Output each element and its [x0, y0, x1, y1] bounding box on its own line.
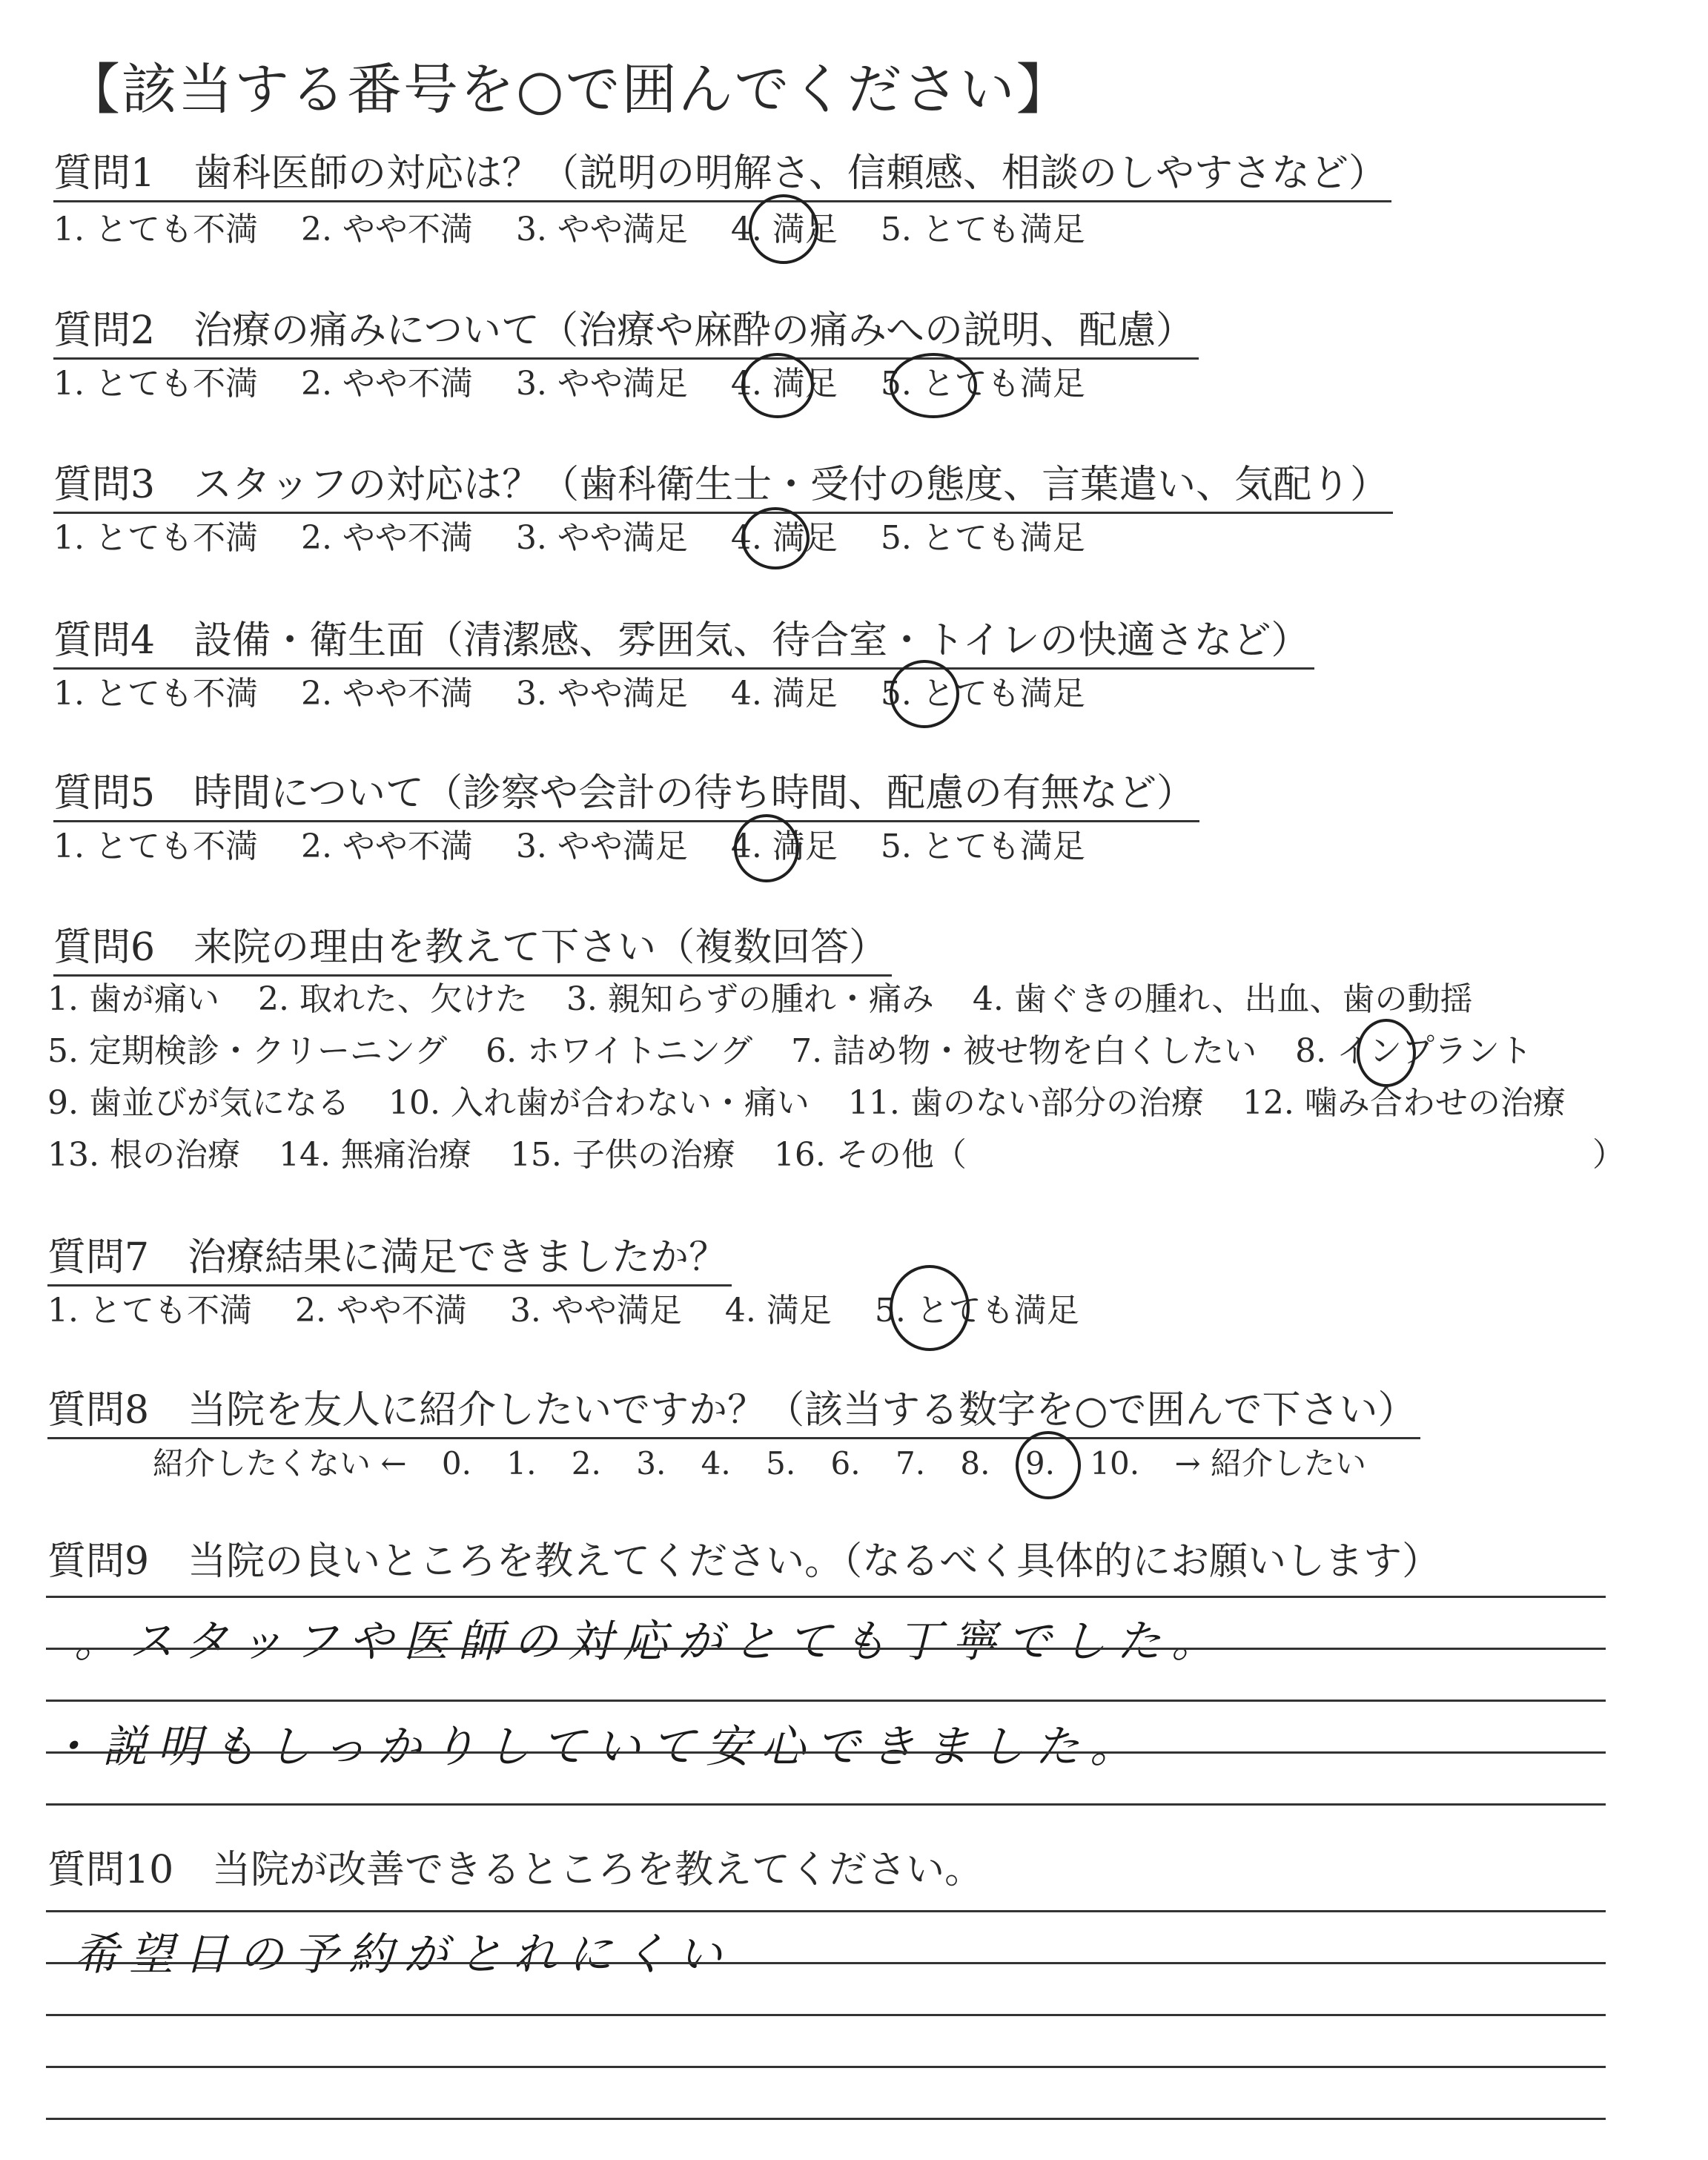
answer-circle-mark: [741, 353, 814, 418]
scale-1[interactable]: 1.: [506, 1445, 537, 1482]
option-2[interactable]: 2. 取れた、欠けた: [257, 980, 528, 1018]
option-10[interactable]: 10. 入れ歯が合わない・痛い: [388, 1084, 810, 1122]
question-3-title: 質問3 スタッフの対応は？（歯科衛生士・受付の態度、言葉遣い、気配り）: [53, 458, 1393, 514]
option-13[interactable]: 13. 根の治療: [47, 1136, 240, 1174]
answer-circle-mark: [890, 660, 959, 728]
answer-circle-mark: [1016, 1431, 1081, 1499]
question-6-row-4: [47, 1133, 995, 1178]
answer-circle-mark: [741, 507, 810, 569]
question-3-options: [53, 516, 1118, 561]
option-16[interactable]: 16. その他（: [773, 1136, 967, 1174]
option-12[interactable]: 12. 噛み合わせの治療: [1242, 1084, 1566, 1122]
answer-line: [46, 1700, 1606, 1702]
scale-right-label: → 紹介したい: [1174, 1445, 1366, 1482]
option-5[interactable]: 5. とても満足: [880, 211, 1085, 248]
option-1[interactable]: 1. とても不満: [53, 675, 258, 713]
option-2[interactable]: 2. やや不満: [300, 365, 473, 403]
answer-line: [46, 1596, 1606, 1598]
question-9-title: 質問9 当院の良いところを教えてください。（なるべく具体的にお願いします）: [47, 1539, 1441, 1584]
option-6[interactable]: 6. ホワイトニング: [486, 1032, 753, 1070]
option-2[interactable]: 2. やや不満: [300, 519, 473, 557]
scale-3[interactable]: 3.: [636, 1445, 666, 1482]
instruction-heading: 【該当する番号を○で囲んでください】: [65, 58, 1073, 122]
option-2[interactable]: 2. やや不満: [294, 1292, 467, 1330]
option-2[interactable]: 2. やや不満: [300, 675, 473, 713]
scale-5[interactable]: 5.: [766, 1445, 796, 1482]
answer-circle-mark: [734, 814, 799, 882]
option-3[interactable]: 3. 親知らずの腫れ・痛み: [566, 980, 934, 1018]
scale-6[interactable]: 6.: [830, 1445, 861, 1482]
answer-circle-mark: [749, 194, 818, 264]
option-1[interactable]: 1. 歯が痛い: [47, 980, 219, 1018]
option-3[interactable]: 3. やや満足: [509, 1292, 682, 1330]
answer-line: [46, 1910, 1606, 1912]
option-15[interactable]: 15. 子供の治療: [509, 1136, 735, 1174]
option-4[interactable]: 4. 満足: [730, 365, 838, 403]
question-2-title: 質問2 治療の痛みについて（治療や麻酔の痛みへの説明、配慮）: [53, 304, 1199, 360]
option-3[interactable]: 3. やや満足: [515, 211, 688, 248]
question-1-title: 質問1 歯科医師の対応は？（説明の明解さ、信頼感、相談のしやすさなど）: [53, 147, 1391, 202]
question-7-title: 質問7 治療結果に満足できましたか？: [47, 1231, 732, 1287]
option-4[interactable]: 4. 満足: [730, 828, 838, 865]
option-5[interactable]: 5. とても満足: [880, 675, 1085, 713]
option-5[interactable]: 5. とても満足: [874, 1292, 1079, 1330]
option-2[interactable]: 2. やや不満: [300, 828, 473, 865]
option-4[interactable]: 4. 満足: [730, 519, 838, 557]
option-5[interactable]: 5. とても満足: [880, 365, 1085, 403]
other-close-paren: ）: [1592, 1136, 1625, 1174]
handwritten-answer[interactable]: 。スタッフや医師の対応がとても丁寧でした。: [74, 1616, 1226, 1668]
option-4[interactable]: 4. 満足: [730, 211, 838, 248]
answer-line: [46, 1751, 1606, 1754]
question-6-row-2: [47, 1029, 1560, 1074]
option-3[interactable]: 3. やや満足: [515, 365, 688, 403]
handwritten-answer[interactable]: ・説明もしっかりしていて安心できました。: [47, 1721, 1145, 1773]
option-5[interactable]: 5. とても満足: [880, 828, 1085, 865]
scale-10[interactable]: 10.: [1090, 1445, 1140, 1482]
option-1[interactable]: 1. とても不満: [53, 211, 258, 248]
answer-line: [46, 2066, 1606, 2068]
question-10-title: 質問10 当院が改善できるところを教えてください。: [47, 1848, 984, 1892]
scale-7[interactable]: 7.: [895, 1445, 926, 1482]
option-1[interactable]: 1. とても不満: [53, 365, 258, 403]
option-3[interactable]: 3. やや満足: [515, 828, 688, 865]
option-4[interactable]: 4. 歯ぐきの腫れ、出血、歯の動揺: [972, 980, 1473, 1018]
question-5-options: [53, 825, 1118, 869]
handwritten-answer[interactable]: 希望日の予約がとれにくい: [74, 1929, 732, 1981]
answer-line: [46, 1962, 1606, 1964]
question-5-title: 質問5 時間について（診察や会計の待ち時間、配慮の有無など）: [53, 767, 1199, 822]
question-6-row-1: [47, 977, 1501, 1022]
option-8[interactable]: 8. インプラント: [1295, 1032, 1533, 1070]
option-1[interactable]: 1. とても不満: [53, 828, 258, 865]
option-9[interactable]: 9. 歯並びが気になる: [47, 1084, 350, 1122]
answer-line: [46, 2118, 1606, 2120]
answer-circle-mark: [1357, 1019, 1416, 1087]
answer-circle-mark: [890, 353, 977, 418]
option-5[interactable]: 5. 定期検診・クリーニング: [47, 1032, 448, 1070]
option-7[interactable]: 7. 詰め物・被せ物を白くしたい: [791, 1032, 1257, 1070]
option-2[interactable]: 2. やや不満: [300, 211, 473, 248]
answer-line: [46, 2014, 1606, 2016]
question-1-options: [53, 208, 1118, 252]
option-4[interactable]: 4. 満足: [730, 675, 838, 713]
option-3[interactable]: 3. やや満足: [515, 519, 688, 557]
scale-2[interactable]: 2.: [571, 1445, 601, 1482]
scale-4[interactable]: 4.: [701, 1445, 731, 1482]
scale-8[interactable]: 8.: [960, 1445, 990, 1482]
scale-9[interactable]: 9.: [1025, 1445, 1055, 1482]
question-4-title: 質問4 設備・衛生面（清潔感、雰囲気、待合室・トイレの快適さなど）: [53, 614, 1314, 670]
option-4[interactable]: 4. 満足: [724, 1292, 832, 1330]
answer-line: [46, 1803, 1606, 1806]
question-6-title: 質問6 来院の理由を教えて下さい（複数回答）: [53, 921, 892, 977]
option-5[interactable]: 5. とても満足: [880, 519, 1085, 557]
question-8-scale: [153, 1441, 1391, 1486]
scale-left-label: 紹介したくない ←: [153, 1445, 407, 1482]
question-6-row-3: [47, 1081, 1594, 1126]
option-14[interactable]: 14. 無痛治療: [278, 1136, 471, 1174]
answer-circle-mark: [890, 1265, 970, 1351]
option-1[interactable]: 1. とても不満: [47, 1292, 252, 1330]
option-11[interactable]: 11. 歯のない部分の治療: [847, 1084, 1204, 1122]
question-8-title: 質問8 当院を友人に紹介したいですか？（該当する数字を○で囲んで下さい）: [47, 1384, 1420, 1439]
scale-0[interactable]: 0.: [441, 1445, 471, 1482]
option-1[interactable]: 1. とても不満: [53, 519, 258, 557]
option-3[interactable]: 3. やや満足: [515, 675, 688, 713]
answer-line: [46, 1648, 1606, 1650]
